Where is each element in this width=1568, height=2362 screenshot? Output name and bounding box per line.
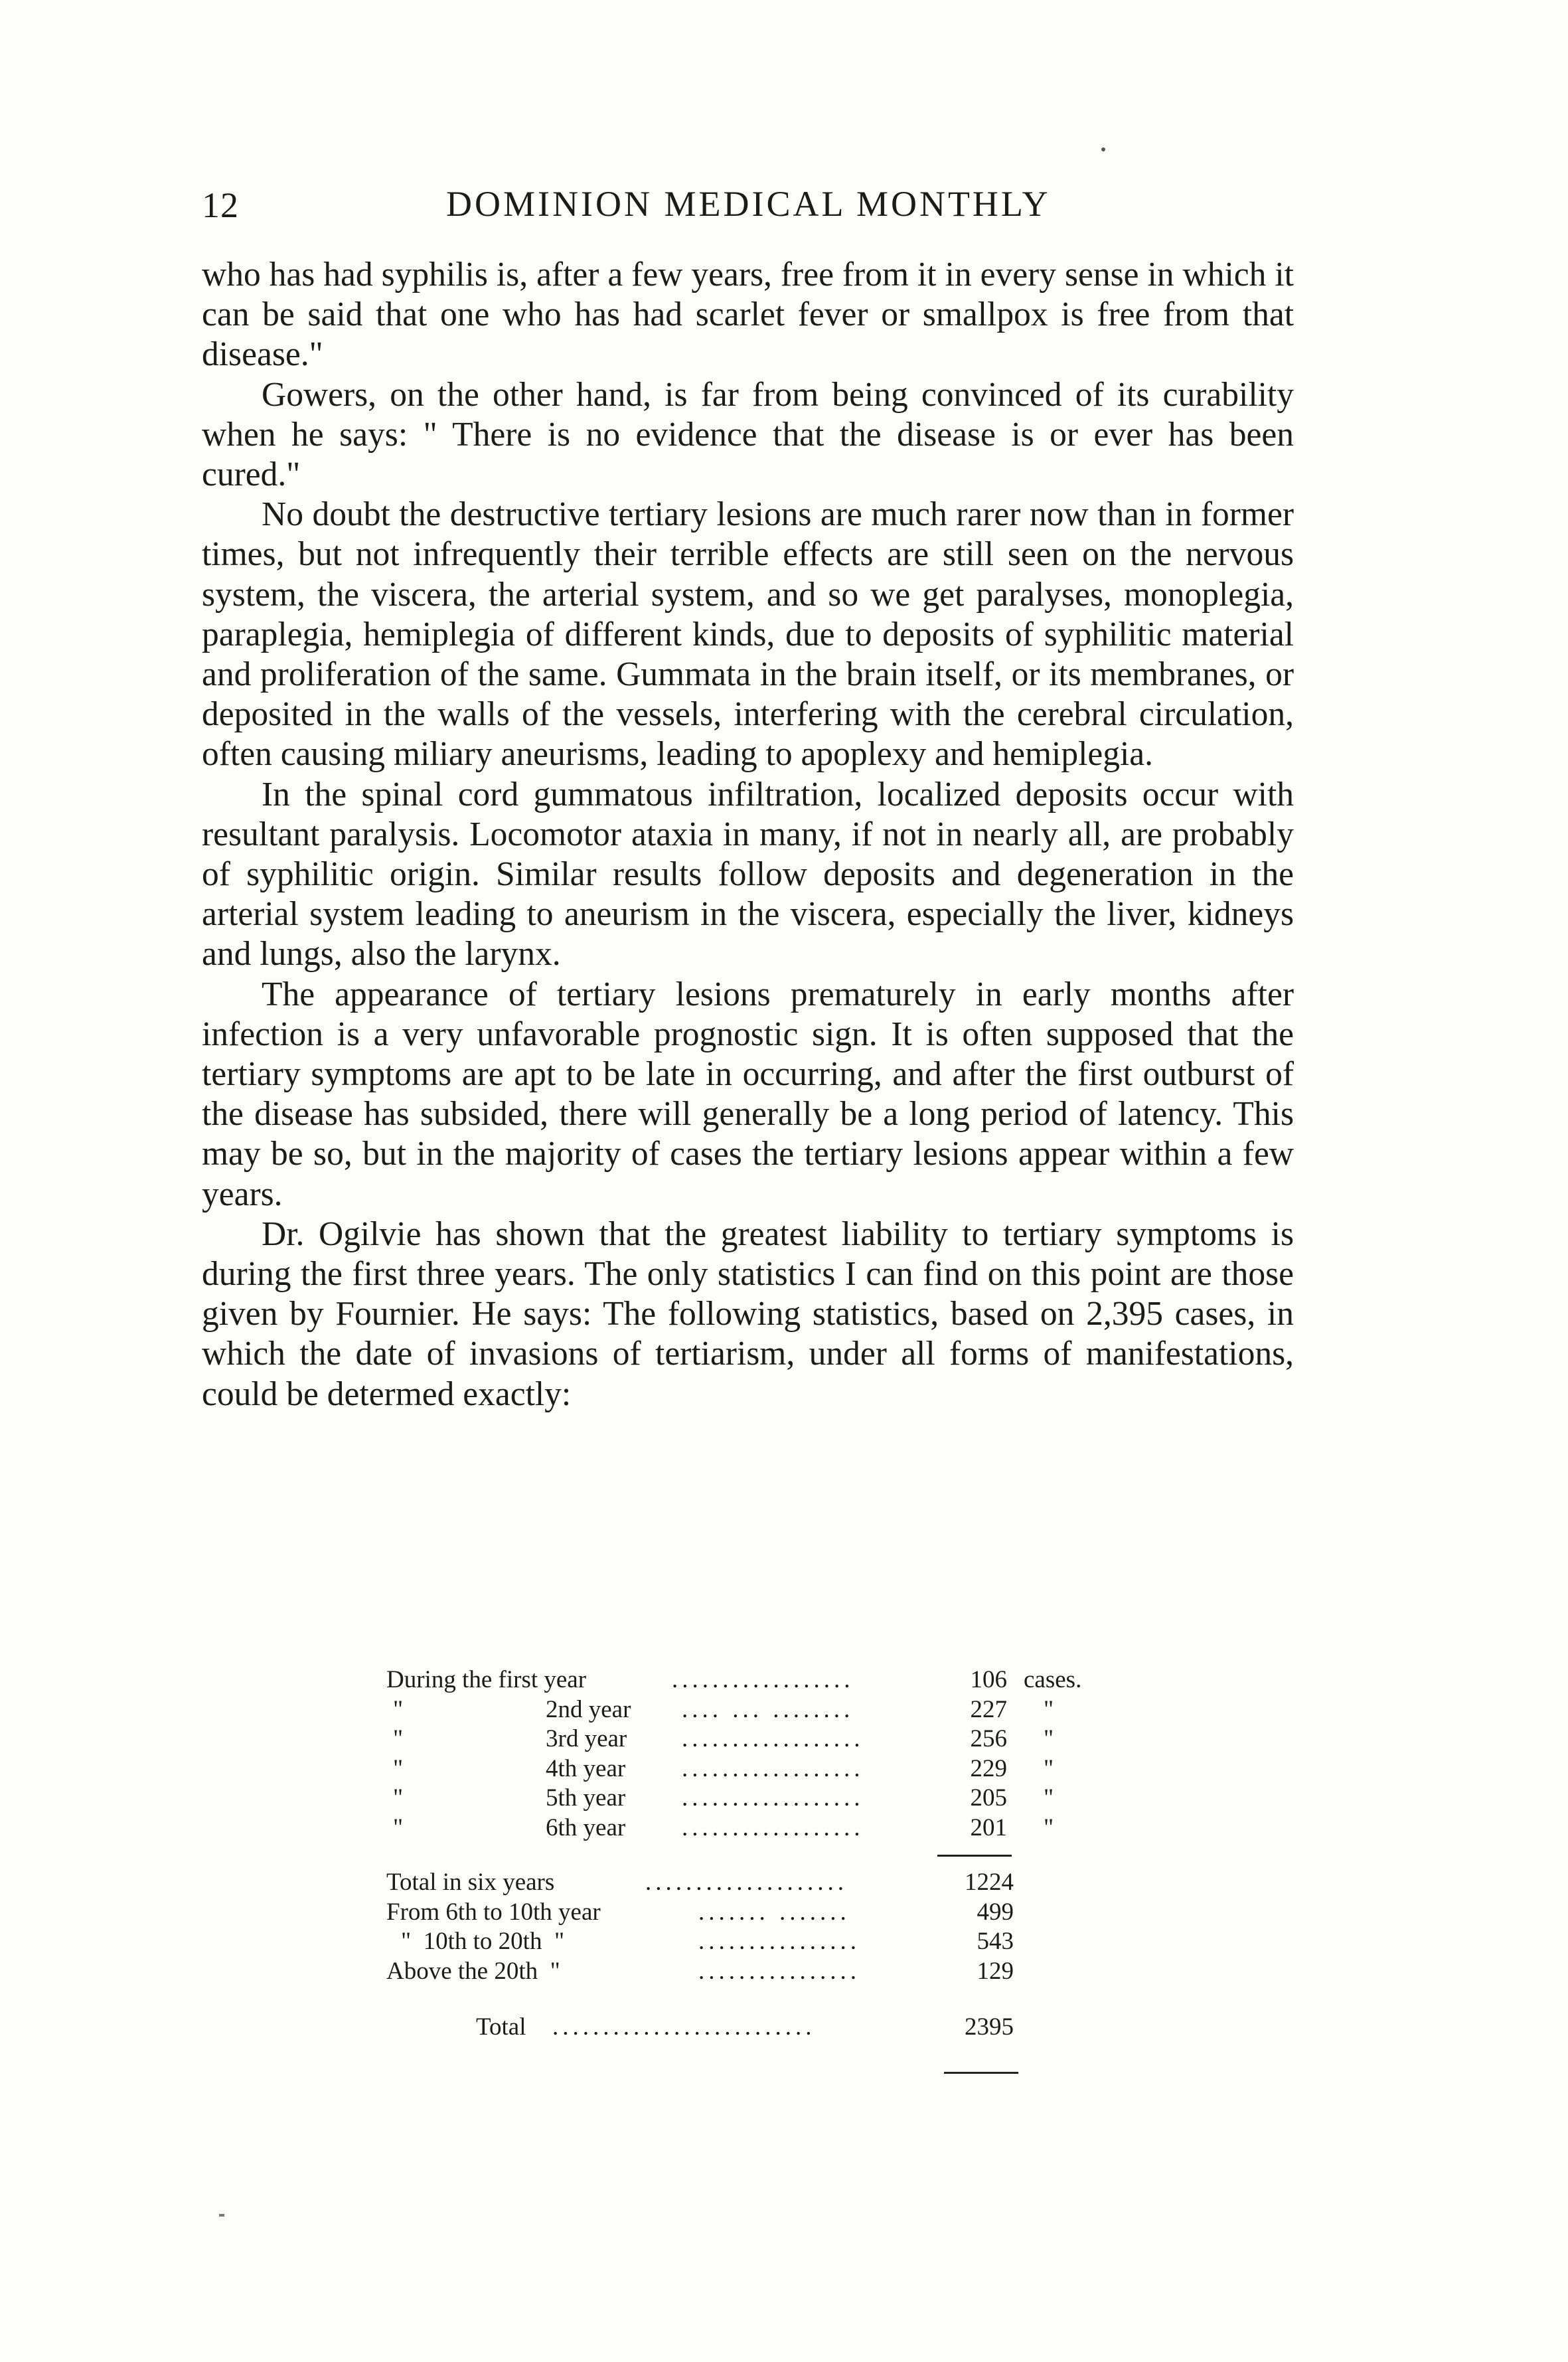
row-value: 205 (970, 1784, 1007, 1812)
row-value: 229 (970, 1754, 1007, 1782)
unit-label: cases. (1024, 1666, 1082, 1693)
running-title: DOMINION MEDICAL MONTHLY (446, 184, 1051, 224)
row-value: 227 (970, 1695, 1007, 1723)
paragraph: Dr. Ogilvie has shown that the greatest liability to tertiary symptoms is during the first three years. The only statistics I can find on this point are those given by Fournier. He says: The following statistics, based on 2,395 cases, in which the date of invasions of tertiarism, under all forms of manifestations, could be determed exactly: (202, 1215, 1294, 1413)
paragraph: who has had syphilis is, after a few years, free from it in every sense in which it can be said that one who has had scarlet fever or smallpox is free from that disease." (202, 256, 1294, 374)
row-value: 2395 (965, 2013, 1014, 2041)
page-number: 12 (202, 185, 239, 225)
row-label: From 6th to 10th year (386, 1898, 601, 1926)
ditto-mark: " (1044, 1814, 1054, 1841)
sum-rule (944, 2072, 1018, 2074)
leader-dots: .................. (682, 1814, 864, 1841)
row-label: 5th year (546, 1784, 626, 1812)
ditto-mark: " (1044, 1784, 1054, 1812)
ditto-mark: " (1044, 1725, 1054, 1752)
table-row (386, 1898, 1156, 1928)
paragraph: The appearance of tertiary lesions prematurely in early months after infection is a very unfavorable prognostic sign. It is often supposed that the tertiary symptoms are apt to be late in occurring, and after the first outburst of the disease has subsided, there will generally be a long period of latency. This may be so, but in the majority of cases the tertiary lesions appear within a few years. (202, 975, 1294, 1213)
row-value: 499 (977, 1898, 1014, 1926)
statistics-table (386, 1665, 1156, 2043)
leader-dots: .................. (682, 1784, 864, 1812)
ditto-mark: " (393, 1725, 404, 1752)
ditto-mark: " (1044, 1754, 1054, 1782)
table-row (386, 1784, 1156, 1814)
table-row (386, 1665, 1156, 1695)
row-value: 1224 (965, 1869, 1014, 1896)
leader-dots: .................. (682, 1725, 864, 1752)
leader-dots: .................... (645, 1869, 848, 1896)
row-label: During the first year (386, 1666, 587, 1693)
table-row (386, 1695, 1156, 1725)
row-label: Above the 20th " (386, 1957, 560, 1985)
stray-mark (1101, 147, 1105, 151)
table-row (386, 1927, 1156, 1957)
leader-dots: .................. (672, 1666, 854, 1693)
leader-dots: ................ (698, 1928, 860, 1955)
leader-dots: .................. (682, 1754, 864, 1782)
article-body (202, 255, 1294, 1414)
ditto-mark: " (393, 1784, 404, 1812)
row-label: 6th year (546, 1814, 626, 1841)
paragraph: Gowers, on the other hand, is far from being convinced of its curability when he says: " There is no evidence that the disease is or ever has been cured." (202, 375, 1294, 494)
table-row (386, 1814, 1156, 1843)
row-value: 201 (970, 1814, 1007, 1841)
ditto-mark: " (393, 1814, 404, 1841)
row-value: 129 (977, 1957, 1014, 1985)
leader-dots: ....... ....... (698, 1898, 850, 1926)
table-row (386, 1868, 1156, 1898)
row-label: Total (476, 2013, 526, 2041)
leader-dots: .......................... (552, 2013, 816, 2041)
row-value: 543 (977, 1928, 1014, 1955)
row-label: " 10th to 20th " (401, 1928, 565, 1955)
paragraph: No doubt the destructive tertiary lesions are much rarer now than in former times, but not infrequently their terrible effects are still seen on the nervous system, the viscera, the arterial system, and so we get paralyses, monoplegia, paraplegia, hemiplegia of different kinds, due to deposits of syphilitic material and proliferation of the same. Gummata in the brain itself, or its membranes, or deposited in the walls of the vessels, interfering with the cerebral circulation, often causing miliary aneurisms, leading to apoplexy and hemiplegia. (202, 495, 1294, 774)
row-label: 3rd year (546, 1725, 627, 1752)
table-row (386, 2013, 1156, 2043)
leader-dots: .... ... ........ (682, 1695, 854, 1723)
sum-rule (937, 1855, 1012, 1857)
row-value: 256 (970, 1725, 1007, 1752)
table-row (386, 1957, 1156, 1987)
row-label: 2nd year (546, 1695, 631, 1723)
ditto-mark: " (393, 1695, 404, 1723)
ditto-mark: " (1044, 1695, 1054, 1723)
row-value: 106 (970, 1666, 1007, 1693)
row-label: Total in six years (386, 1869, 555, 1896)
leader-dots: ................ (698, 1957, 860, 1985)
paragraph: In the spinal cord gummatous infiltration, localized deposits occur with resultant paralysis. Locomotor ataxia in many, if not in nearly all, are probably of syphilitic origin. Similar results follow deposits and degeneration in the arterial system leading to aneurism in the viscera, especially the liver, kidneys and lungs, also the larynx. (202, 775, 1294, 973)
table-row (386, 1754, 1156, 1784)
row-label: 4th year (546, 1754, 626, 1782)
ditto-mark: " (393, 1754, 404, 1782)
table-row (386, 1725, 1156, 1754)
stray-mark (219, 2214, 224, 2217)
